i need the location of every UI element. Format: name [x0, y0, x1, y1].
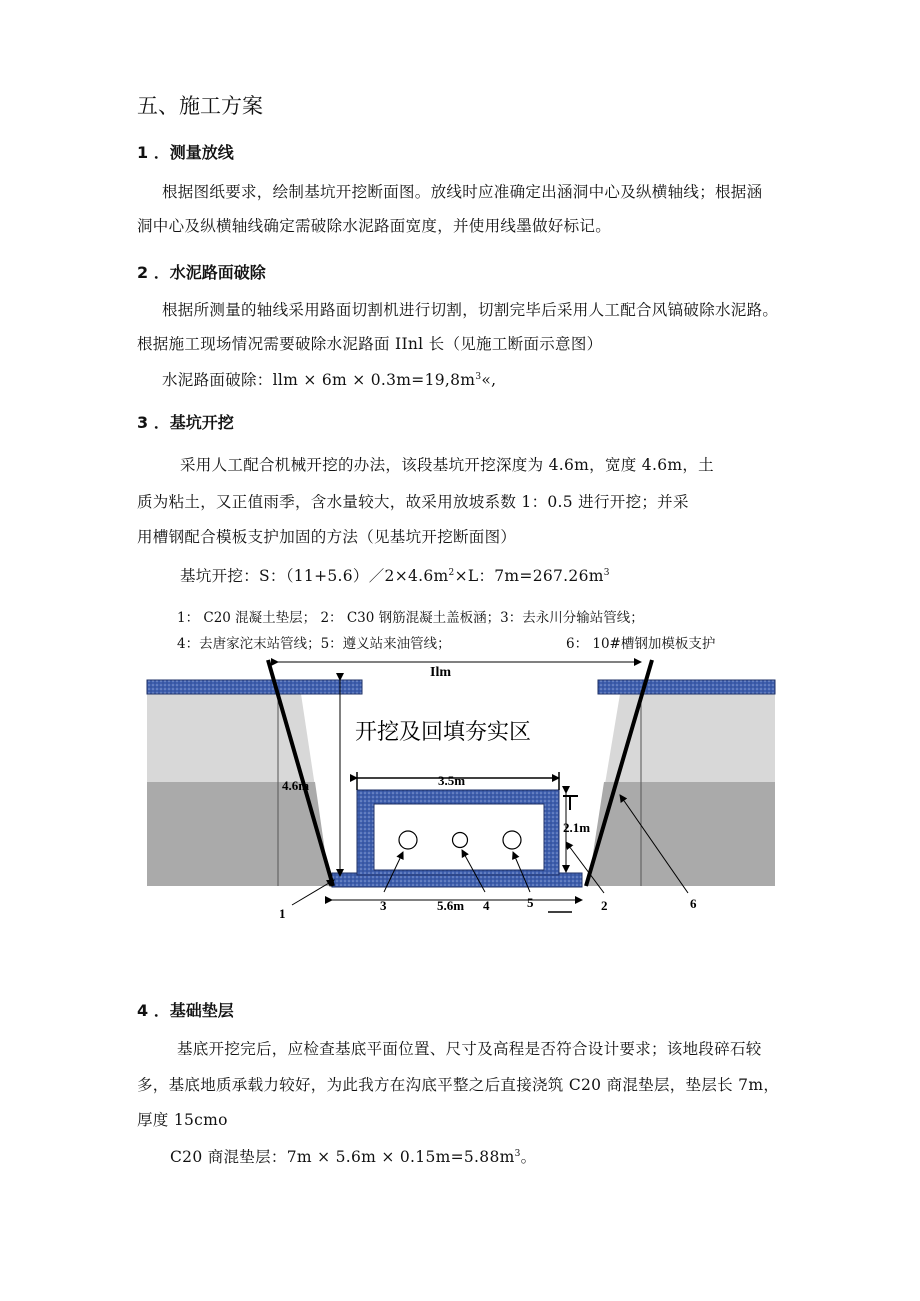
- pipe-5: [503, 831, 521, 849]
- label-box-height: 2.1m: [563, 820, 591, 835]
- paragraph-line: 根据所测量的轴线采用路面切割机进行切割，切割完毕后采用人工配合风镐破除水泥路。: [162, 301, 779, 319]
- label-depth: 4.6m: [282, 778, 310, 793]
- callout-3: 3: [380, 898, 387, 913]
- callout-5: 5: [527, 895, 534, 910]
- callout-6: 6: [690, 896, 697, 911]
- heading-survey: 1 ．测量放线: [137, 143, 234, 162]
- section-title: 五、施工方案: [137, 94, 263, 118]
- pipe-3: [399, 831, 417, 849]
- heading-road-removal: 2 ．水泥路面破除: [137, 263, 266, 282]
- foundation-calc: C20 商混垫层：$7m \times 5.6m \times 0.15m=5.88m^3$。: [170, 1148, 537, 1166]
- heading-foundation: 4 ．基础垫层: [137, 1001, 234, 1020]
- heading-excavation: 3 ．基坑开挖: [137, 413, 234, 432]
- paragraph-line: 厚度 15cmo: [137, 1111, 228, 1129]
- paragraph-line: 洞中心及纵横轴线确定需破除水泥路面宽度，并使用线墨做好标记。: [137, 217, 612, 235]
- label-top-width: Ilm: [430, 665, 451, 680]
- paragraph-line: 根据施工现场情况需要破除水泥路面 IInl 长（见施工断面示意图）: [137, 335, 603, 353]
- paragraph-line: 质为粘土，又正值雨季，含水量较大，故采用放坡系数 1：0.5 进行开挖；并采: [137, 493, 689, 511]
- paragraph-line: 基底开挖完后，应检查基底平面位置、尺寸及高程是否符合设计要求；该地段碎石较: [177, 1040, 762, 1058]
- road-surface-left: [147, 680, 362, 694]
- label-zone: 开挖及回填夯实区: [355, 719, 532, 744]
- callout-2: 2: [601, 898, 608, 913]
- excavation-calc: 基坑开挖：S：$(11+5.6)/2\times 4.6m^2\times L$：$7m=267.26m^3$: [180, 567, 610, 585]
- pipe-4: [453, 833, 468, 848]
- legend-line-2b: 6： 10#槽钢加模板支护: [566, 636, 716, 652]
- paragraph-line: 多，基底地质承载力较好，为此我方在沟底平整之后直接浇筑 C20 商混垫层，垫层长 7m，: [137, 1076, 780, 1094]
- road-surface-right: [598, 680, 775, 694]
- label-base-width: 5.6m: [437, 898, 465, 913]
- paragraph-line: 根据图纸要求，绘制基坑开挖断面图。放线时应准确定出涵洞中心及纵横轴线；根据涵: [162, 183, 763, 201]
- legend-line-2a: 4：去唐家沱末站管线；5：遵义站来油管线；: [177, 636, 451, 652]
- label-box-width: 3.5m: [438, 773, 466, 788]
- legend-line-1: 1： C20 混凝土垫层； 2： C30 钢筋混凝土盖板涵；3：去永川分输站管线；: [177, 610, 644, 626]
- paragraph-line: 采用人工配合机械开挖的办法，该段基坑开挖深度为 4.6m，宽度 4.6m，土: [180, 456, 714, 474]
- paragraph-line: 用槽钢配合模板支护加固的方法（见基坑开挖断面图）: [137, 528, 517, 546]
- road-removal-calc: 水泥路面破除：llm × $6m \times 0.3m=19,8m^3«$,: [162, 371, 497, 389]
- callout-4: 4: [483, 898, 490, 913]
- callout-1: 1: [279, 906, 286, 921]
